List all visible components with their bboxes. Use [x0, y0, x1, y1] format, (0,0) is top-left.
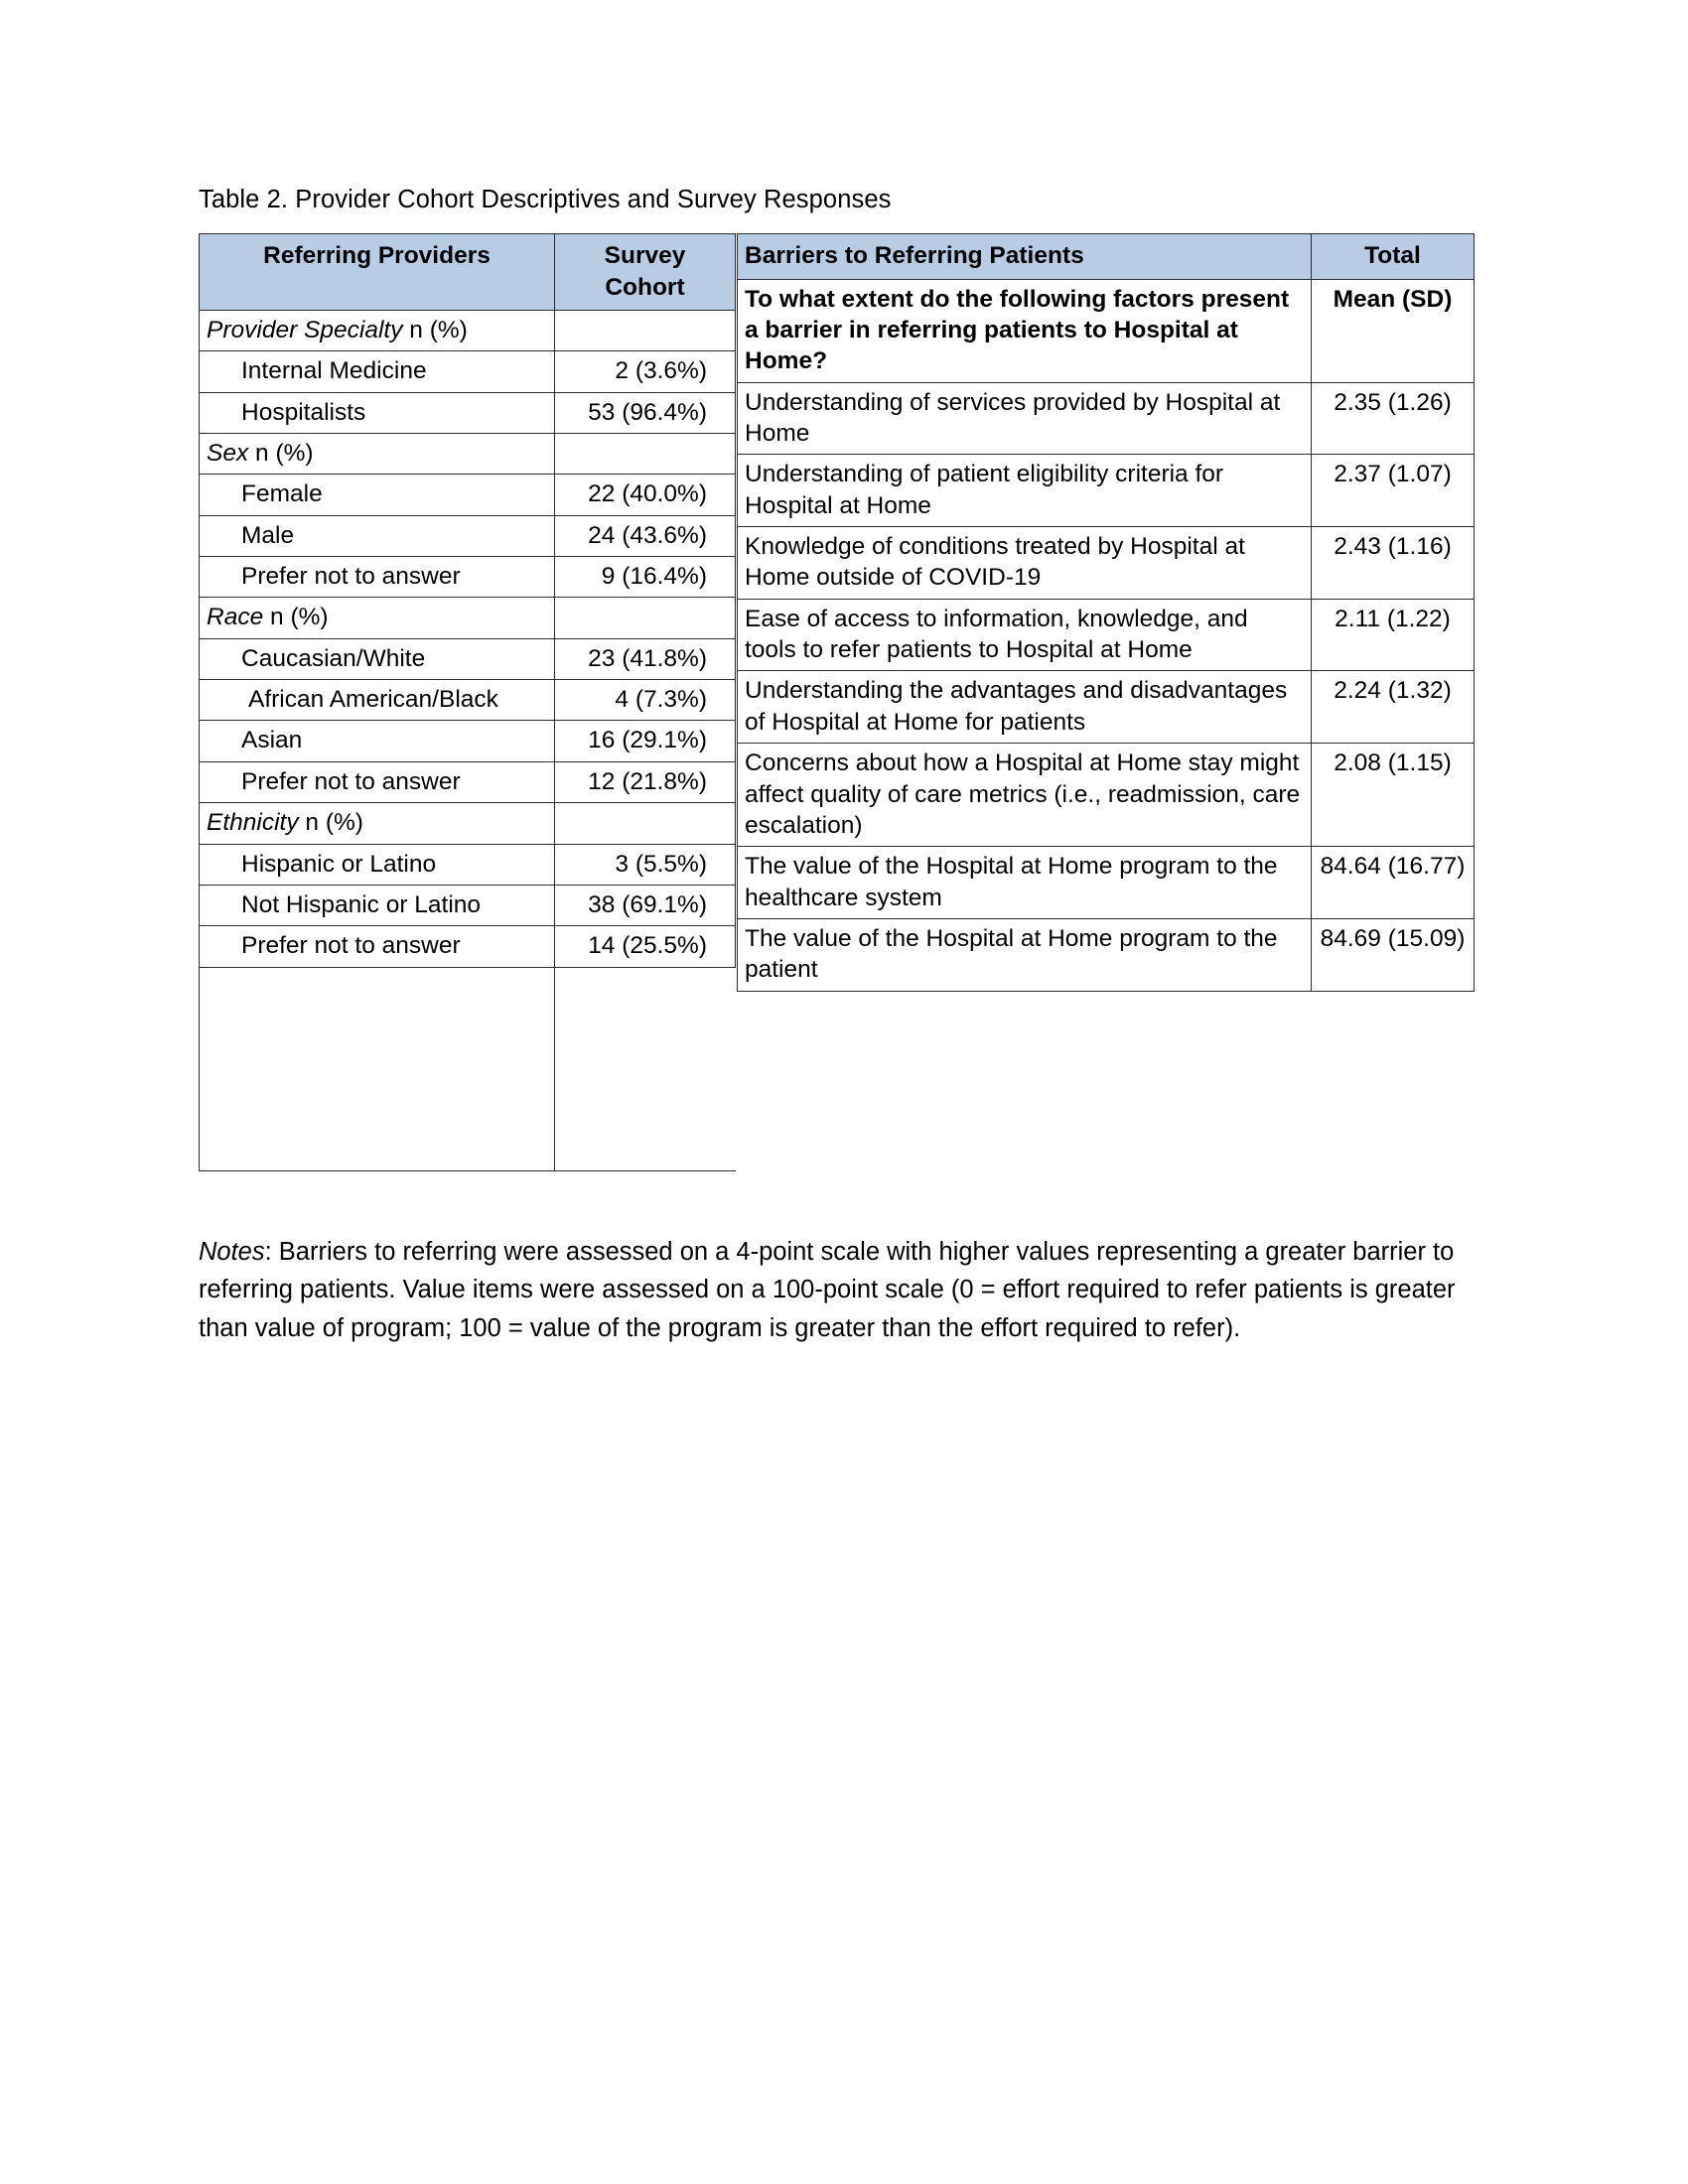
barrier-label-quality-metrics-concerns: Concerns about how a Hospital at Home stay might affect quality of care metrics (i.e., readmission, care escalation): [738, 744, 1312, 847]
row-value: [555, 803, 736, 844]
table-row: [738, 671, 1475, 744]
table-caption: Table 2. Provider Cohort Descriptives and Survey Responses: [199, 186, 892, 213]
section-label-italic: Race: [207, 604, 264, 631]
row-label-prefer-not-to-answer-sex: Prefer not to answer: [200, 557, 555, 598]
row-label-male: Male: [200, 515, 555, 556]
barrier-label-value-healthcare-system: The value of the Hospital at Home program to the healthcare system: [738, 847, 1312, 919]
table-header-row: [200, 234, 736, 311]
barrier-label-ease-of-access: Ease of access to information, knowledge, and tools to refer patients to Hospital at Home: [738, 599, 1312, 671]
value-header-mean-sd: Mean (SD): [1312, 279, 1475, 382]
row-value: 3 (5.5%): [555, 844, 736, 885]
table-row: [738, 382, 1475, 455]
table-row: [738, 599, 1475, 671]
section-label-italic: Provider Specialty: [207, 316, 403, 343]
row-value: 9 (16.4%): [555, 557, 736, 598]
barrier-value: 84.64 (16.77): [1312, 847, 1475, 919]
column-header-barriers: Barriers to Referring Patients: [738, 234, 1312, 279]
barrier-label-value-patient: The value of the Hospital at Home program to the patient: [738, 918, 1312, 991]
filler-cell: [555, 1069, 736, 1120]
row-value: 12 (21.8%): [555, 761, 736, 802]
row-value: 4 (7.3%): [555, 680, 736, 721]
row-label-female: Female: [200, 475, 555, 515]
row-label-prefer-not-to-answer-ethnicity: Prefer not to answer: [200, 926, 555, 967]
filler-cell: [200, 1120, 555, 1171]
table-row: [200, 515, 736, 556]
barrier-value: 2.24 (1.32): [1312, 671, 1475, 744]
row-label-caucasian-white: Caucasian/White: [200, 638, 555, 679]
table-row: [738, 455, 1475, 527]
notes-label: Notes: [199, 1237, 265, 1266]
table-row: [200, 803, 736, 844]
survey-question: To what extent do the following factors present a barrier in referring patients to Hospital at Home?: [738, 279, 1312, 382]
section-label-italic: Sex: [207, 439, 249, 467]
table-row: [200, 844, 736, 885]
row-value: 16 (29.1%): [555, 721, 736, 761]
row-value: 53 (96.4%): [555, 392, 736, 433]
table-filler-row: [200, 1069, 736, 1120]
section-label-rest: n (%): [248, 439, 314, 467]
table-filler-row: [200, 967, 736, 1019]
table-row: [200, 310, 736, 350]
table-row: [200, 638, 736, 679]
row-label-text: African American/Black: [248, 686, 498, 714]
table-row: [200, 433, 736, 474]
column-header-referring-providers: Referring Providers: [200, 234, 555, 311]
row-label-race: [200, 598, 555, 638]
section-label-rest: n (%): [298, 809, 363, 837]
table-notes: [199, 1233, 1475, 1348]
row-value: 24 (43.6%): [555, 515, 736, 556]
barrier-value: 2.37 (1.07): [1312, 455, 1475, 527]
filler-cell: [200, 967, 555, 1019]
filler-cell: [555, 1120, 736, 1171]
provider-descriptives-table: [199, 233, 736, 1170]
table-row: [200, 926, 736, 967]
row-value: [555, 433, 736, 474]
barrier-value: 2.43 (1.16): [1312, 527, 1475, 600]
tables-container: [199, 233, 1489, 1170]
filler-cell: [200, 1019, 555, 1069]
row-value: 14 (25.5%): [555, 926, 736, 967]
barrier-label-eligibility-criteria: Understanding of patient eligibility criteria for Hospital at Home: [738, 455, 1312, 527]
column-header-survey-cohort: Survey Cohort: [555, 234, 736, 311]
table-row: [200, 392, 736, 433]
table-header-row: [738, 234, 1475, 279]
row-label-hospitalists: Hospitalists: [200, 392, 555, 433]
row-value: [555, 310, 736, 350]
table-row: [200, 598, 736, 638]
row-label-prefer-not-to-answer-race: Prefer not to answer: [200, 761, 555, 802]
section-label-rest: n (%): [263, 604, 329, 631]
barrier-value: 2.35 (1.26): [1312, 382, 1475, 455]
row-value: 38 (69.1%): [555, 885, 736, 925]
table-row: [200, 885, 736, 925]
row-label-not-hispanic-or-latino: Not Hispanic or Latino: [200, 885, 555, 925]
table-row: [200, 721, 736, 761]
notes-text: : Barriers to referring were assessed on a 4-point scale with higher values representing a greater barrier to referring patients. Value items were assessed on a 100-point scale (0 = effort required to refer patients is greater than value of program; 100 = value of the program is greater than the effort required to refer).: [199, 1237, 1456, 1343]
row-label-sex: [200, 433, 555, 474]
row-label-ethnicity: [200, 803, 555, 844]
table-row: [200, 680, 736, 721]
row-value: 23 (41.8%): [555, 638, 736, 679]
row-label-asian: Asian: [200, 721, 555, 761]
row-label-african-american-black: [200, 680, 555, 721]
row-label-internal-medicine: Internal Medicine: [200, 351, 555, 392]
table-filler-row: [200, 1120, 736, 1171]
section-label-rest: n (%): [402, 316, 468, 343]
barrier-value: 84.69 (15.09): [1312, 918, 1475, 991]
table-row: [738, 847, 1475, 919]
row-value: 2 (3.6%): [555, 351, 736, 392]
table-row: [200, 557, 736, 598]
barrier-label-services-understanding: Understanding of services provided by Hospital at Home: [738, 382, 1312, 455]
table-row: [738, 918, 1475, 991]
row-label-provider-specialty: [200, 310, 555, 350]
row-label-hispanic-or-latino: Hispanic or Latino: [200, 844, 555, 885]
barriers-table: [737, 233, 1475, 992]
filler-cell: [200, 1069, 555, 1120]
row-value: [555, 598, 736, 638]
table-row-prompt: [738, 279, 1475, 382]
table-filler-row: [200, 1019, 736, 1069]
table-row: [200, 475, 736, 515]
table-row: [200, 351, 736, 392]
barrier-label-advantages-disadvantages: Understanding the advantages and disadvantages of Hospital at Home for patients: [738, 671, 1312, 744]
row-value: 22 (40.0%): [555, 475, 736, 515]
column-header-total: Total: [1312, 234, 1475, 279]
section-label-italic: Ethnicity: [207, 809, 299, 837]
table-row: [738, 744, 1475, 847]
filler-cell: [555, 967, 736, 1019]
table-row: [738, 527, 1475, 600]
barrier-value: 2.08 (1.15): [1312, 744, 1475, 847]
barrier-label-conditions-knowledge: Knowledge of conditions treated by Hospital at Home outside of COVID-19: [738, 527, 1312, 600]
filler-cell: [555, 1019, 736, 1069]
barrier-value: 2.11 (1.22): [1312, 599, 1475, 671]
table-row: [200, 761, 736, 802]
